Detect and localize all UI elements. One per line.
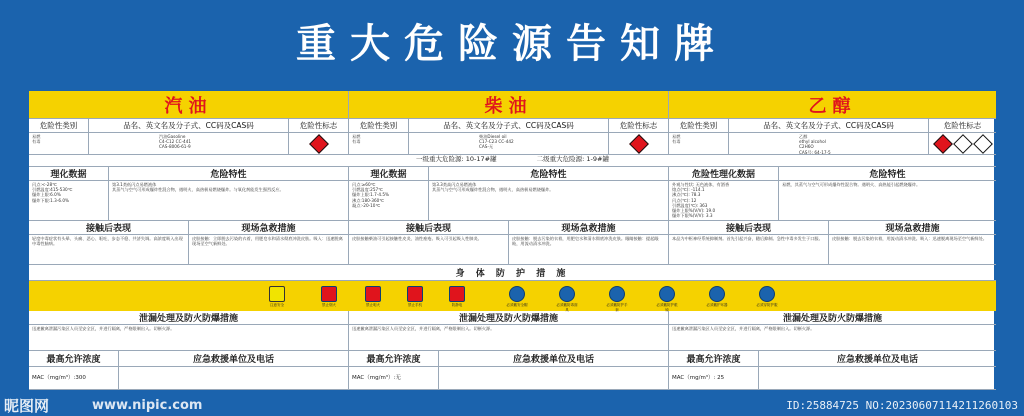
goggles-icon [659, 286, 675, 302]
level-second: 二级重大危险源: 1-9#罐 [536, 155, 609, 163]
level-info-row [29, 155, 996, 167]
no-static-icon [449, 286, 465, 302]
flammable-icon [933, 134, 953, 154]
rescue-diesel: 皮肤接触：脱去污染的衣着，用肥皂水和清水彻底冲洗皮肤。眼睛接触：提起眼睑，用流动清水冲洗。 [509, 235, 669, 265]
ppe-label-0: 注意安全 [270, 303, 284, 307]
hdr-props-1: 危险特性 [109, 167, 349, 181]
ppe-label-5: 必须戴安全帽 [506, 303, 528, 307]
hdr-hazard-class-1: 危险性类别 [29, 119, 89, 133]
helmet-icon [509, 286, 525, 302]
flammable-icon [629, 134, 649, 154]
hdr-mac-1: 最高允许浓度 [29, 351, 119, 367]
hdr-hazard-sign-1: 危险性标志 [289, 119, 349, 133]
props-ethanol: 易燃，其蒸气与空气可形成爆炸性混合物。遇明火、高热能引起燃烧爆炸。 [779, 181, 996, 221]
hdr-props-2: 危险特性 [429, 167, 669, 181]
hdr-mac-2: 最高允许浓度 [349, 351, 439, 367]
ppe-label-9: 必须戴护耳器 [706, 303, 728, 307]
leak-gasoline: 迅速撤离泄漏污染区人员至安全区，并进行隔离，严格限制出入。切断火源。 [29, 325, 349, 351]
gas-mask-icon [559, 286, 575, 302]
contact-ethanol: 本品为中枢神经系统抑制剂。首先引起兴奋，随后抑制。急性中毒多发生于口服。 [669, 235, 829, 265]
hdr-unit-3: 应急救援单位及电话 [759, 351, 996, 367]
hazard-class-diesel: 易燃 有毒 [349, 133, 409, 155]
hdr-hazard-class-2: 危险性类别 [349, 119, 409, 133]
hazard-class-ethanol: 易燃 有毒 [669, 133, 729, 155]
sign-ethanol [929, 133, 996, 155]
toxic-icon [953, 134, 973, 154]
no-fire-2-icon [365, 286, 381, 302]
notice-board [28, 90, 995, 390]
watermark-id: ID:25884725 NO:20230607114211260103 [786, 399, 1018, 412]
contact-diesel: 皮肤接触柴油可引起接触性皮炎、油性痤疮。吸入可引起吸入性肺炎。 [349, 235, 509, 265]
hdr-name-formula-3: 品名、英文名及分子式、CC码及CAS码 [729, 119, 929, 133]
ppe-label-8: 必须戴防护眼镜 [656, 303, 678, 312]
ppe-label-7: 必须戴防护手套 [606, 303, 628, 312]
hdr-phys-3: 危险性理化数据 [669, 167, 779, 181]
hdr-name-formula-2: 品名、英文名及分子式、CC码及CAS码 [409, 119, 609, 133]
hdr-leak-1: 泄漏处理及防火防爆措施 [29, 311, 349, 325]
hdr-phys-2: 理化数据 [349, 167, 429, 181]
ppe-label-4: 防静电 [451, 303, 463, 307]
phys-gasoline: 闪点:<-28℃ 引燃温度:415-530℃ 爆炸上限:6.0% 爆炸下限:1.3-6.0% [29, 181, 109, 221]
watermark-url: www.nipic.com [92, 398, 203, 413]
ppe-label-3: 禁止手机 [408, 303, 422, 307]
mac-ethanol: MAC（mg/m³）: 25 [669, 367, 759, 390]
hdr-contact-1: 接触后表现 [29, 221, 189, 235]
ppe-title: 身 体 防 护 措 施 [29, 265, 996, 281]
no-fire-icon [321, 286, 337, 302]
flammable-icon [309, 134, 329, 154]
hdr-rescue-1: 现场急救措施 [189, 221, 349, 235]
unit-diesel [439, 367, 669, 390]
hazard-class-gasoline: 易燃 有毒 [29, 133, 89, 155]
hdr-unit-1: 应急救援单位及电话 [119, 351, 349, 367]
ppe-label-2: 禁止明火 [366, 303, 380, 307]
page-title: 重大危险源告知牌 [296, 21, 728, 67]
hdr-mac-3: 最高允许浓度 [669, 351, 759, 367]
hdr-leak-2: 泄漏处理及防火防爆措施 [349, 311, 669, 325]
unit-gasoline [119, 367, 349, 390]
sign-gasoline [289, 133, 349, 155]
hdr-contact-2: 接触后表现 [349, 221, 509, 235]
id-ethanol: 乙醇 ethyl alcohol C2H6O CAS号: 64-17-5 [729, 133, 929, 155]
hdr-contact-3: 接触后表现 [669, 221, 829, 235]
hdr-name-formula-1: 品名、英文名及分子式、CC码及CAS码 [89, 119, 289, 133]
ppe-label-6: 必须戴防毒面具 [556, 303, 578, 312]
health-hazard-icon [973, 134, 993, 154]
props-diesel: 第3.3类高闪点易燃液体 其蒸气与空气可形成爆炸性混合物，遇明火、高热极易燃烧爆炸。 [429, 181, 669, 221]
safety-sign-icon [269, 286, 285, 302]
watermark-brand: 昵图网 [4, 397, 50, 415]
chem-name-gasoline: 汽油 [29, 91, 349, 119]
id-gasoline: 汽油Gasoline C4-C12 CC-441 CAS-8006-61-9 [89, 133, 289, 155]
ppe-label-1: 禁止烟火 [322, 303, 336, 307]
watermark-bar [0, 392, 1024, 416]
title-banner [0, 0, 1024, 88]
hdr-hazard-class-3: 危险性类别 [669, 119, 729, 133]
rescue-gasoline: 皮肤接触：立即脱去污染的衣着，用肥皂水和清水彻底冲洗皮肤。吸入：迅速脱离现场至空气新鲜处。 [189, 235, 349, 265]
chem-name-ethanol: 乙醇 [669, 91, 996, 119]
hdr-leak-3: 泄漏处理及防火防爆措施 [669, 311, 996, 325]
mac-diesel: MAC（mg/m³）:无 [349, 367, 439, 390]
leak-ethanol: 迅速撤离泄漏污染区人员至安全区，并进行隔离，严格限制出入。切断火源。 [669, 325, 996, 351]
body-suit-icon [759, 286, 775, 302]
chem-name-diesel: 柴油 [349, 91, 669, 119]
props-gasoline: 第3.1类低闪点易燃液体 其蒸气与空气可形成爆炸性混合物，遇明火、高热极易燃烧爆炸。与氧化剂能发生强烈反应。 [109, 181, 349, 221]
hdr-unit-2: 应急救援单位及电话 [439, 351, 669, 367]
ppe-row [29, 281, 996, 311]
hdr-hazard-sign-2: 危险性标志 [609, 119, 669, 133]
sign-diesel [609, 133, 669, 155]
phys-diesel: 闪点:≥60℃ 引燃温度:257℃ 爆炸上限:1.7-4.5% 沸点:180-360℃ 凝点:-20-10℃ [349, 181, 429, 221]
mac-gasoline: MAC（mg/m³）:300 [29, 367, 119, 390]
glove-icon [609, 286, 625, 302]
hdr-rescue-2: 现场急救措施 [509, 221, 669, 235]
unit-ethanol [759, 367, 996, 390]
id-diesel: 柴油Diesel oil C17-C23 CC-442 CAS-无 [409, 133, 609, 155]
no-phone-icon [407, 286, 423, 302]
hdr-props-3: 危险特性 [779, 167, 996, 181]
hdr-hazard-sign-3: 危险性标志 [929, 119, 996, 133]
hdr-rescue-3: 现场急救措施 [829, 221, 996, 235]
hdr-phys-1: 理化数据 [29, 167, 109, 181]
phys-ethanol: 外观与性状: 无色液体，有酒香 熔点(℃): -114.1 沸点(℃): 78.3 闪点(℃): 12 引燃温度(℃): 363 爆炸上限%(V/V): 19.0 爆炸下限%(V/V): 3.3 [669, 181, 779, 221]
contact-gasoline: 轻度中毒症状有头晕、头痛、恶心、呕吐、步态不稳、共济失调。高浓度吸入出现中毒性脑病。 [29, 235, 189, 265]
ppe-label-10: 必须穿防护服 [756, 303, 778, 307]
rescue-ethanol: 皮肤接触：脱去污染的衣着，用流动清水冲洗。吸入：迅速脱离现场至空气新鲜处。 [829, 235, 996, 265]
leak-diesel: 迅速撤离泄漏污染区人员至安全区，并进行隔离，严格限制出入。切断火源。 [349, 325, 669, 351]
ear-protect-icon [709, 286, 725, 302]
level-first: 一级重大危险源: 10-17#罐 [416, 155, 497, 163]
